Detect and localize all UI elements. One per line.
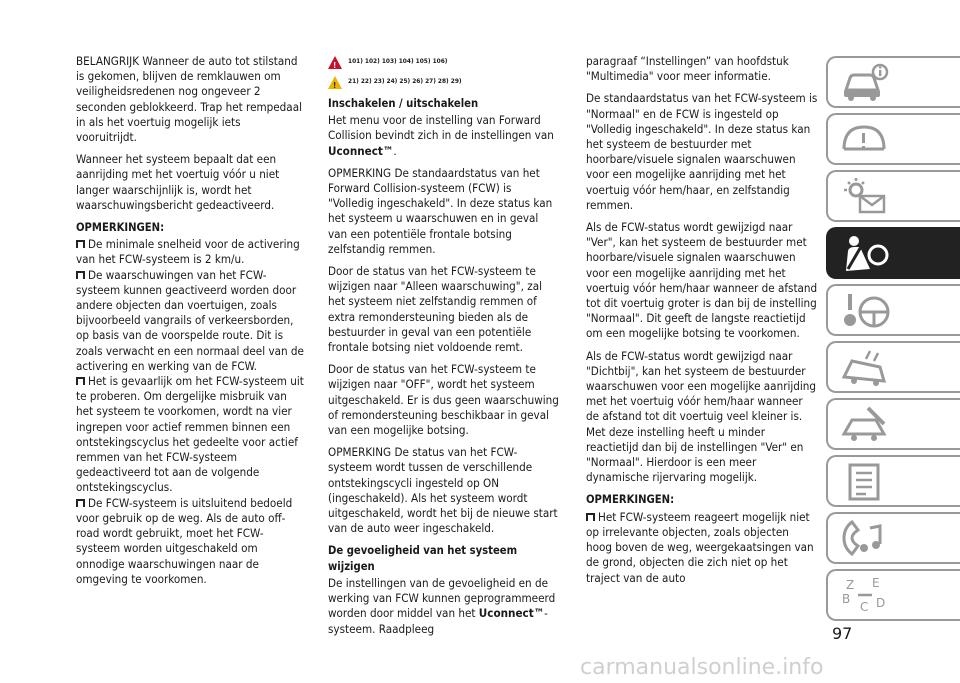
notes-heading: OPMERKINGEN:	[586, 493, 675, 507]
watermark: carmanualsonline.info	[580, 655, 824, 680]
section-heading: Inschakelen / uitschakelen	[328, 97, 479, 110]
paragraph: De instellingen van de gevoeligheid en de werking van FCW kunnen geprogrammeerd worden door middel van het Uconnect™-systeem. Raadpleeg	[328, 575, 556, 636]
paragraph: OPMERKING De standaardstatus van het Forward Collision-systeem (FCW) is "Volledig ingeschakeld". In deze status kan het systeem u waarschuwen en in geval van een potentiële frontale botsing zelfstandig remmen.	[328, 165, 553, 256]
bullet-icon	[76, 240, 85, 248]
paragraph: De standaardstatus van het FCW-systeem is "Normaal" en de FCW is ingesteld op "Volledig ingeschakeld". In deze status kan het systeem de bestuurder met hoorbare/visuele signalen waarschuwen voor een mogelijke aanrijding met het voertuig vóór hem/haar, en zelfstandig remmen.	[586, 91, 818, 212]
lights-message-icon	[840, 176, 890, 218]
page-number: 97	[832, 624, 853, 643]
car-info-icon	[840, 62, 890, 104]
text-column-2	[328, 52, 560, 644]
notes-heading: OPMERKINGEN:	[76, 221, 165, 235]
text-column-3	[586, 54, 818, 586]
emergency-car-icon	[840, 347, 890, 389]
caution-triangle-icon	[328, 76, 342, 89]
bullet-icon	[76, 377, 85, 385]
warning-triangle-icon	[328, 56, 342, 69]
paragraph: paragraaf “Instellingen” van hoofdstuk "Multimedia" voor meer informatie.	[586, 54, 789, 84]
tab-lights[interactable]	[826, 170, 960, 222]
svg-text:C: C	[860, 600, 869, 614]
multimedia-icon	[840, 518, 890, 560]
seatbelt-airbag-icon	[840, 233, 890, 275]
tab-emergency[interactable]	[826, 341, 960, 393]
paragraph: Door de status van het FCW-systeem te wijzigen naar "OFF", wordt het systeem uitgeschakeld. Er is dus geen waarschuwing of remondersteuning beschikbaar in geval van een mogelijke botsing.	[328, 362, 559, 438]
bullet-item: De minimale snelheid voor de activering van het FCW-systeem is 2 km/u.	[76, 237, 300, 267]
steering-wheel-start-icon	[840, 290, 890, 332]
tab-car-info[interactable]	[826, 56, 960, 108]
paragraph: BELANGRIJK Wanneer de auto tot stilstand is gekomen, blijven de remklauwen om veiligheidsredenen nog ongeveer 2 seconden geblokkeerd. Trap het rempedaal in als het voertuig mogelijk iets vooruitrijdt.	[76, 54, 302, 145]
specifications-icon	[840, 461, 890, 503]
svg-text:E: E	[872, 576, 880, 590]
tab-dashboard[interactable]	[826, 113, 960, 165]
text-column-1	[76, 54, 304, 587]
dashboard-warning-icon	[840, 119, 890, 161]
maintenance-tools-icon	[840, 404, 890, 446]
bullet-item: Het is gevaarlijk om het FCW-systeem uit te proberen. Om dergelijke misbruik van het systeem te voorkomen, wordt na vier ingrepen voor actief remmen binnen een ontstekingscyclus het gedeelte voor actief remmen van het FCW-systeem gedeactiveerd tot aan de volgende ontstekingscyclus.	[76, 374, 304, 495]
svg-text:D: D	[876, 596, 886, 610]
bullet-item: De FCW-systeem is uitsluitend bedoeld voor gebruik op de weg. Als de auto off-road wordt gebruikt, moet het FCW-systeem worden uitgeschakeld om onnodige waarschuwingen naar de omgeving te voorkomen.	[76, 495, 293, 586]
paragraph: Het menu voor de instelling van Forward Collision bevindt zich in de instellingen van Uconnect™.	[328, 113, 554, 158]
tab-specifications[interactable]	[826, 455, 960, 507]
tab-index[interactable]	[826, 569, 960, 621]
svg-text:Z: Z	[846, 578, 855, 592]
tab-safety[interactable]	[826, 227, 960, 279]
warning-refs-yellow: ! 21) 22) 23) 24) 25) 26) 27) 28) 29)	[328, 72, 560, 92]
paragraph: Als de FCW-status wordt gewijzigd naar "Ver", kan het systeem de bestuurder met hoorbare/visuele signalen waarschuwen voor een mogelijke aanrijding met het voertuig vóór hem/haar wanneer de afstand tot dit voertuig groter is dan bij de instelling "Normaal". Dit geeft de langste reactietijd om een mogelijke botsing te voorkomen.	[586, 220, 818, 341]
section-heading: De gevoeligheid van het systeem wijzigen	[328, 544, 518, 573]
svg-text:B: B	[842, 592, 851, 606]
paragraph: Door de status van het FCW-systeem te wijzigen naar "Alleen waarschuwing", zal het systeem niet zelfstandig remmen of extra remondersteuning bieden als de bestuurder in geval van een potentiële frontale botsing niet voldoende remt.	[328, 264, 542, 355]
tab-starting[interactable]	[826, 284, 960, 336]
tab-maintenance[interactable]	[826, 398, 960, 450]
index-letters-icon	[840, 575, 890, 617]
tab-multimedia[interactable]	[826, 512, 960, 564]
paragraph: OPMERKING De status van het FCW-systeem wordt tussen de verschillende ontstekingscycli ingesteld op ON (ingeschakeld). Als het systeem wordt uitgeschakeld, wordt het bij de nieuwe start van de auto weer ingeschakeld.	[328, 445, 558, 536]
bullet-icon	[76, 271, 85, 279]
bullet-icon	[76, 499, 85, 507]
paragraph: Wanneer het systeem bepaalt dat een aanrijding met het voertuig vóór u niet langer waarschijnlijk is, wordt het waarschuwingsbericht gedeactiveerd.	[76, 152, 280, 212]
paragraph: Als de FCW-status wordt gewijzigd naar "Dichtbij", kan het systeem de bestuurder waarschuwen voor een mogelijke aanrijding met het voertuig vóór hem/haar wanneer de afstand tot dit voertuig veel kleiner is. Met deze instelling heeft u minder reactietijd dan bij de instellingen "Ver" en "Normaal". Hierdoor is een meer dynamische rijervaring mogelijk.	[586, 348, 817, 485]
bullet-icon	[586, 513, 595, 521]
warning-refs-red: ! 101) 102) 103) 104) 105) 106)	[328, 52, 560, 72]
bullet-item: Het FCW-systeem reageert mogelijk niet op irrelevante objecten, zoals objecten hoog boven de weg, weergekaatsingen van de grond, objecten die zich niet op het traject van de auto	[586, 509, 814, 585]
bullet-item: De waarschuwingen van het FCW-systeem kunnen geactiveerd worden door andere objecten dan voertuigen, zoals bijvoorbeeld vangrails of verkeersborden, op basis van de voorspelde route. Dit is zoals verwacht en een normaal deel van de activering en werking van de FCW.	[76, 267, 304, 373]
